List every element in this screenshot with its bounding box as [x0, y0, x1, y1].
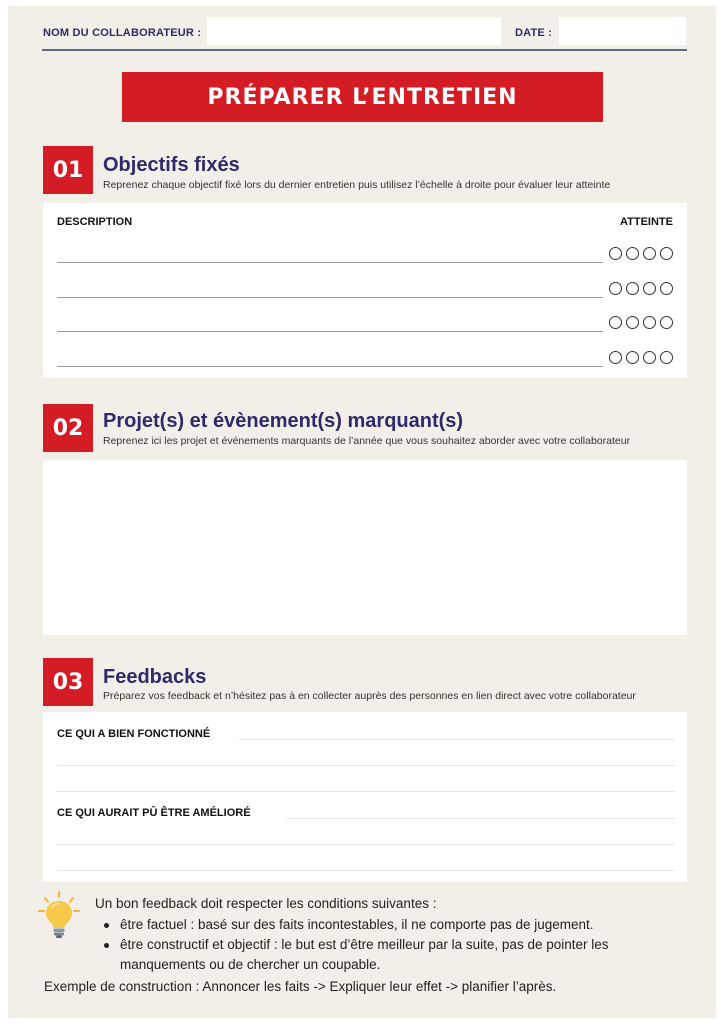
tip-intro-text: Un bon feedback doit respecter les conditions suivantes : [95, 896, 437, 911]
section-number-03: 03 [43, 658, 93, 706]
feedback-line[interactable] [57, 791, 675, 792]
rating-scale [609, 316, 673, 329]
rating-circle-3[interactable] [643, 247, 656, 260]
rating-circle-1[interactable] [609, 247, 622, 260]
header-divider [42, 49, 687, 51]
rating-circle-4[interactable] [660, 247, 673, 260]
construction-example-text: Exemple de construction : Annoncer les faits -> Expliquer leur effet -> planifier l’après. [44, 979, 557, 994]
rating-circle-1[interactable] [609, 316, 622, 329]
rating-circle-2[interactable] [626, 282, 639, 295]
rating-scale [609, 351, 673, 364]
rating-circle-2[interactable] [626, 247, 639, 260]
rating-circle-3[interactable] [643, 282, 656, 295]
rating-circle-2[interactable] [626, 316, 639, 329]
section-subtitle-feedbacks: Préparez vos feedback et n’hésitez pas à en collecter auprès des personnes en lien direct avec votre collaborateur [103, 690, 636, 702]
description-column-header: DESCRIPTION [57, 216, 133, 228]
feedback-label-to-improve: CE QUI AURAIT PÛ ÊTRE AMÉLIORÉ [57, 807, 251, 819]
section-number-02: 02 [43, 404, 93, 452]
list-item: être factuel : basé sur des faits incontestables, il ne comporte pas de jugement. [102, 915, 692, 935]
feedback-line[interactable] [57, 870, 675, 871]
objective-description-line[interactable] [57, 331, 603, 332]
rating-column-header: ATTEINTE [620, 216, 673, 228]
date-field[interactable] [559, 17, 686, 45]
projects-notes-area[interactable] [43, 460, 687, 635]
collaborator-label: NOM DU COLLABORATEUR : [43, 27, 202, 39]
section-number-01: 01 [43, 146, 93, 194]
objectives-table [43, 203, 687, 378]
page-title-banner: PRÉPARER L’ENTRETIEN [122, 72, 603, 122]
rating-circle-2[interactable] [626, 351, 639, 364]
feedback-label-worked-well: CE QUI A BIEN FONCTIONNÉ [57, 728, 211, 740]
objective-description-line[interactable] [57, 297, 603, 298]
objective-row [57, 351, 673, 367]
rating-scale [609, 282, 673, 295]
section-title-projects: Projet(s) et évènement(s) marquant(s) [103, 410, 464, 432]
rating-circle-4[interactable] [660, 351, 673, 364]
feedback-panel [43, 712, 687, 882]
section-title-objectives: Objectifs fixés [103, 154, 240, 176]
section-title-feedbacks: Feedbacks [103, 666, 207, 688]
rating-scale [609, 247, 673, 260]
rating-circle-4[interactable] [660, 316, 673, 329]
section-subtitle-projects: Reprenez ici les projet et événements marquants de l’année que vous souhaitez aborder avec votre collaborateur [103, 435, 631, 447]
objective-row [57, 247, 673, 263]
feedback-line[interactable] [287, 818, 675, 819]
objective-row [57, 282, 673, 298]
objective-description-line[interactable] [57, 366, 603, 367]
section-subtitle-objectives: Reprenez chaque objectif fixé lors du dernier entretien puis utilisez l’échelle à droite pour évaluer leur atteinte [103, 179, 611, 191]
collaborator-name-field[interactable] [207, 17, 501, 45]
rating-circle-3[interactable] [643, 351, 656, 364]
rating-circle-4[interactable] [660, 282, 673, 295]
objective-row [57, 316, 673, 332]
feedback-line[interactable] [57, 765, 675, 766]
feedback-line[interactable] [57, 844, 675, 845]
rating-circle-3[interactable] [643, 316, 656, 329]
lightbulb-icon [36, 890, 82, 940]
tip-conditions-list [102, 915, 692, 975]
rating-circle-1[interactable] [609, 282, 622, 295]
feedback-line[interactable] [239, 739, 675, 740]
objective-description-line[interactable] [57, 262, 603, 263]
rating-circle-1[interactable] [609, 351, 622, 364]
list-item: être constructif et objectif : le but est d’être meilleur par la suite, pas de pointer les manquements ou de chercher un coupable. [102, 935, 692, 975]
date-label: DATE : [515, 27, 553, 39]
